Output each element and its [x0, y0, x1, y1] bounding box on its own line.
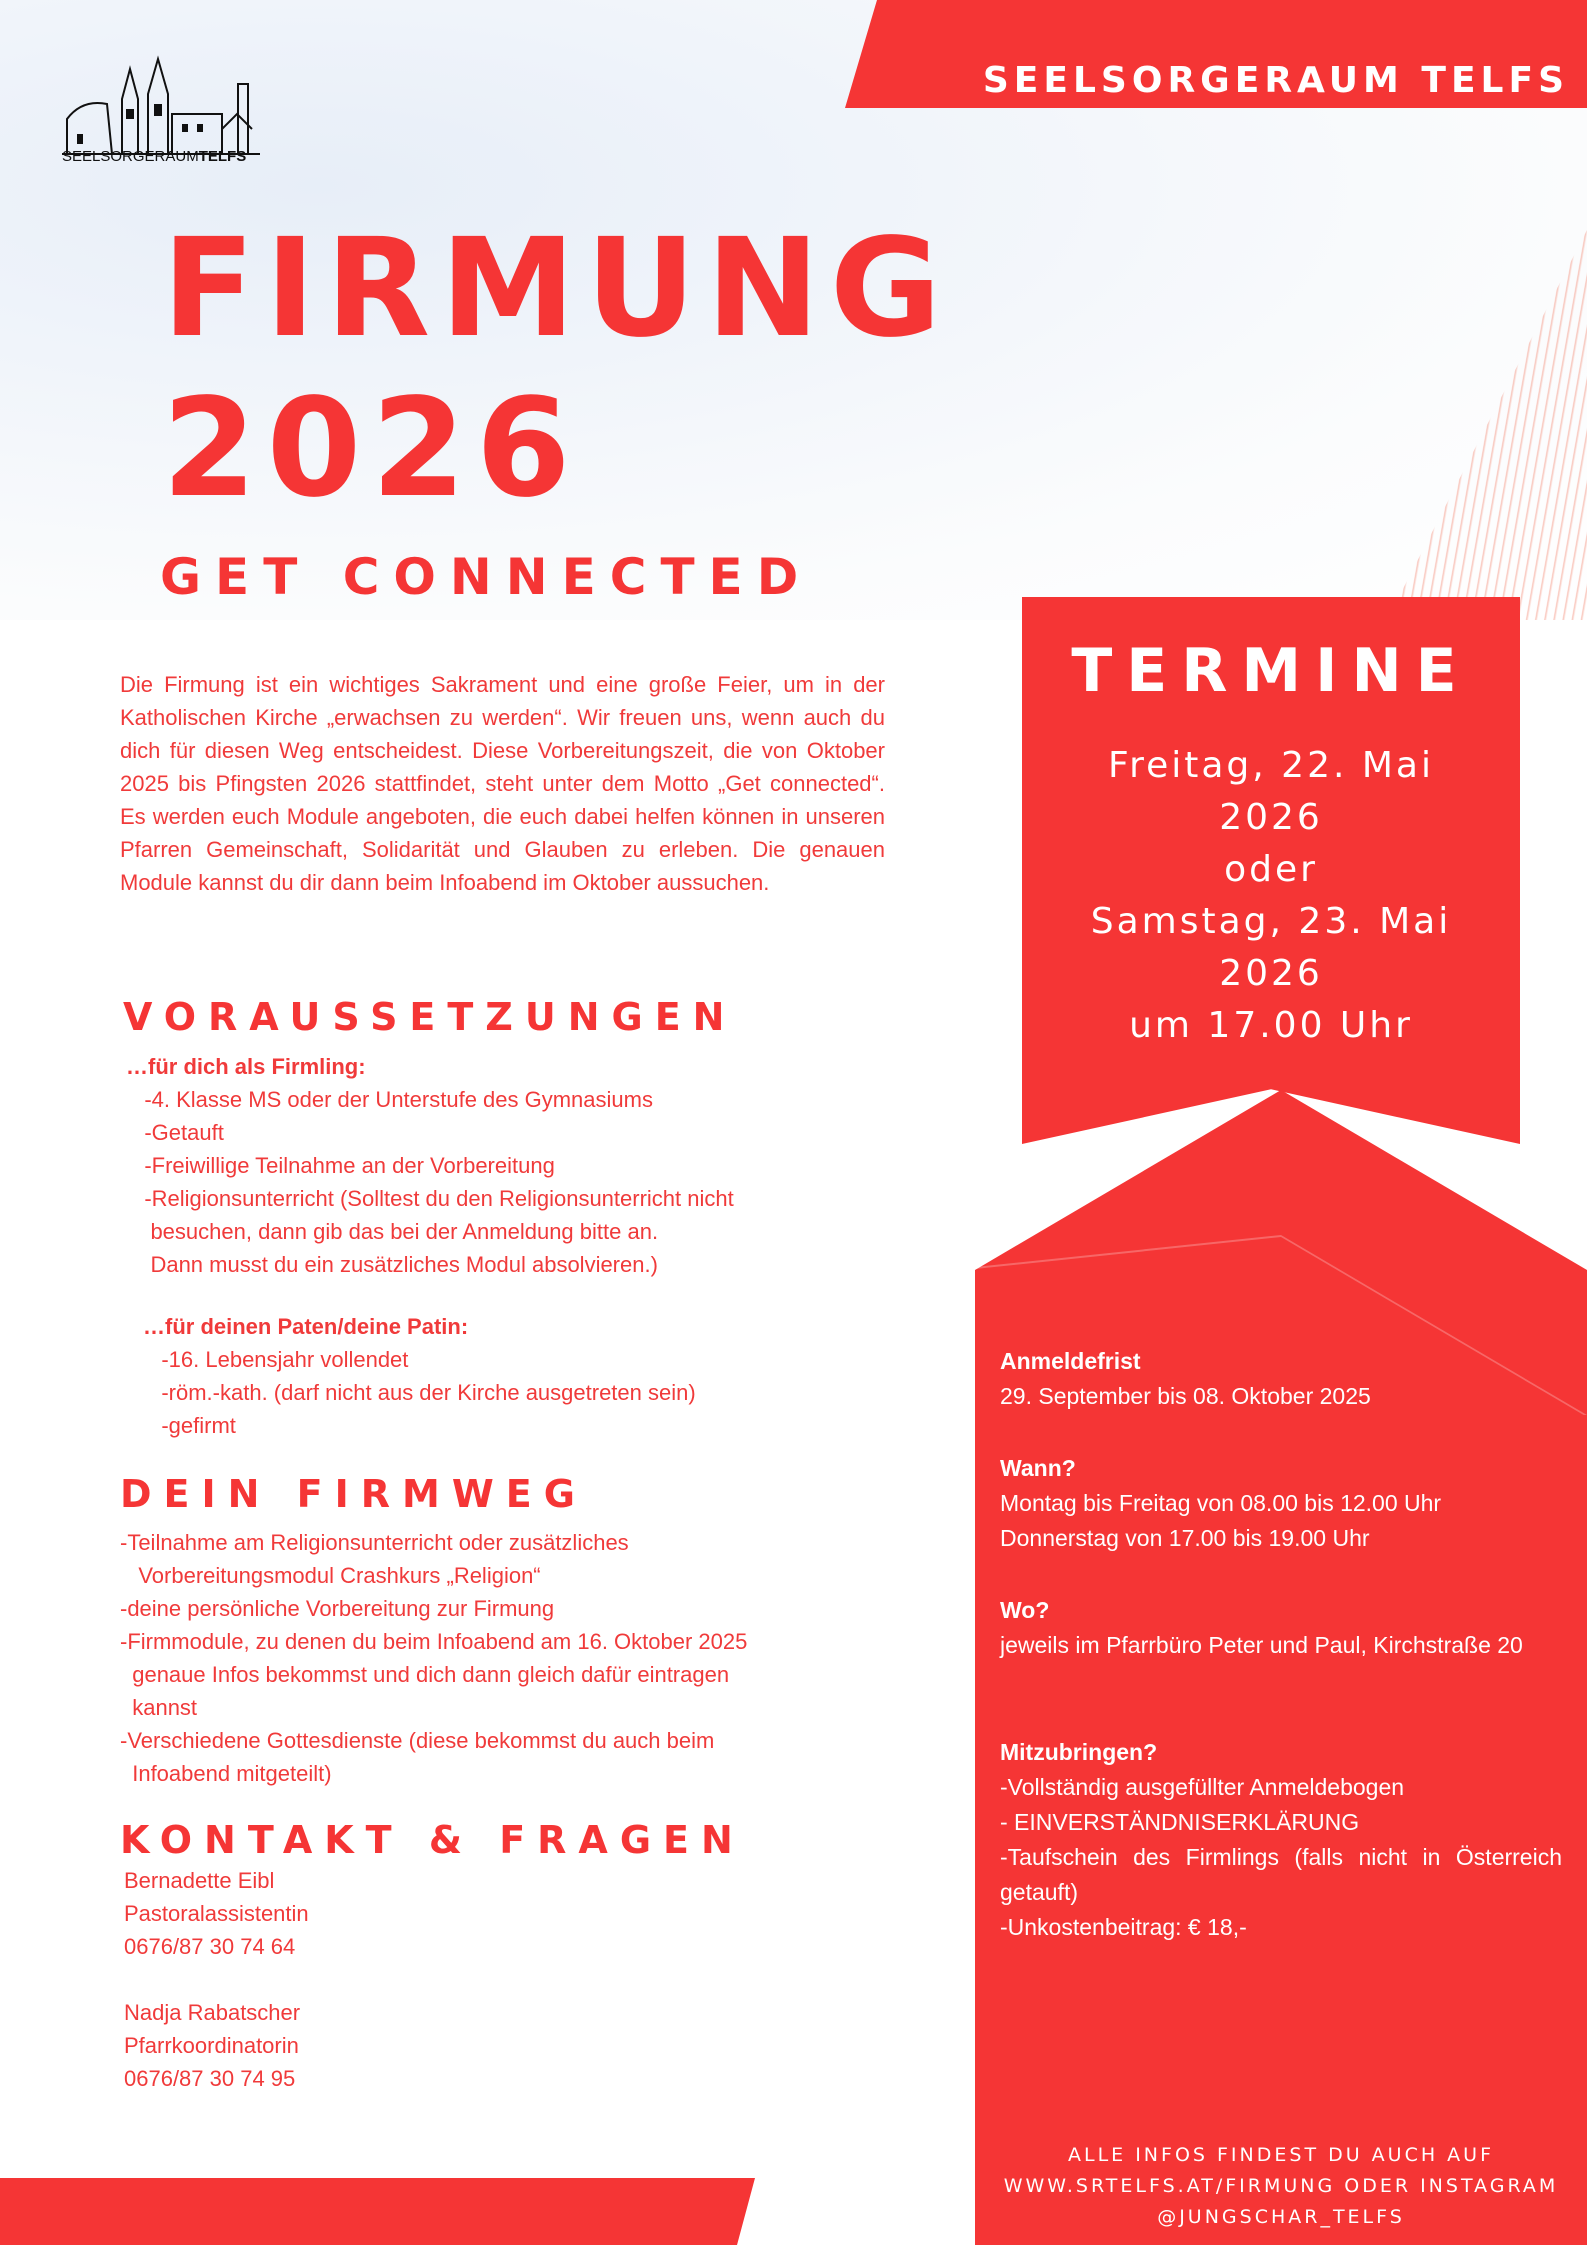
- pate-item: -16. Lebensjahr vollendet: [143, 1347, 409, 1372]
- voraussetzungen-heading: VORAUSSETZUNGEN: [123, 995, 737, 1039]
- firmweg-item: genaue Infos bekommst und dich dann gleich dafür eintragen: [120, 1662, 730, 1687]
- firmweg-list: [120, 1526, 747, 1790]
- contact-phone: 0676/87 30 74 64: [124, 1934, 296, 1959]
- termine-line: 2026: [1219, 953, 1323, 994]
- mitbringen-label: Mitzubringen?: [1000, 1739, 1158, 1765]
- termine-line: 2026: [1219, 797, 1323, 838]
- termine-line: um 17.00 Uhr: [1129, 1005, 1413, 1046]
- termine-heading: TERMINE: [1071, 636, 1471, 706]
- footer-line: ALLE INFOS FINDEST DU AUCH AUF: [1067, 2144, 1494, 2166]
- mitbringen-block: [1000, 1735, 1562, 1945]
- footer-instagram: @JUNGSCHAR_TELFS: [1157, 2206, 1405, 2228]
- wann-line: Montag bis Freitag von 08.00 bis 12.00 Uhr: [1000, 1490, 1442, 1516]
- termine-dates: [1022, 740, 1520, 1052]
- logo-text-b: TELFS: [198, 148, 247, 165]
- contact-person-1: [124, 1864, 309, 1963]
- footer-info: [975, 2140, 1587, 2233]
- firmweg-item: -Firmmodule, zu denen du beim Infoabend am 16. Oktober 2025: [120, 1629, 748, 1654]
- firmling-item: Dann musst du ein zusätzliches Modul absolvieren.): [126, 1252, 658, 1277]
- termine-line: oder: [1224, 849, 1318, 890]
- contact-role: Pastoralassistentin: [124, 1901, 309, 1926]
- footer-link: WWW.SRTELFS.AT/FIRMUNG ODER INSTAGRAM: [1003, 2175, 1559, 2197]
- logo-text: [62, 148, 246, 165]
- mitbringen-item: -Taufschein des Firmlings (falls nicht in Österreich getauft): [1000, 1844, 1562, 1905]
- contact-phone: 0676/87 30 74 95: [124, 2066, 296, 2091]
- banner-text: SEELSORGERAUM TELFS: [982, 60, 1569, 101]
- wann-block: [1000, 1451, 1562, 1556]
- firmweg-item: -Teilnahme am Religionsunterricht oder zusätzliches: [120, 1530, 629, 1555]
- kontakt-heading: KONTAKT & FRAGEN: [120, 1818, 745, 1862]
- subtitle: GET CONNECTED: [160, 548, 813, 606]
- firmweg-item: Vorbereitungsmodul Crashkurs „Religion“: [120, 1563, 541, 1588]
- anmeldung-box: [975, 1090, 1587, 2245]
- firmling-item: besuchen, dann gib das bei der Anmeldung bitte an.: [126, 1219, 659, 1244]
- wann-line: Donnerstag von 17.00 bis 19.00 Uhr: [1000, 1525, 1370, 1551]
- firmling-requirements: [126, 1050, 734, 1281]
- bottom-bar: [0, 2178, 755, 2245]
- title-firmung: FIRMUNG: [162, 210, 952, 368]
- firmweg-item: -deine persönliche Vorbereitung zur Firmung: [120, 1596, 555, 1621]
- anmeldefrist-label: Anmeldefrist: [1000, 1348, 1141, 1374]
- termine-line: Freitag, 22. Mai: [1108, 745, 1434, 786]
- mitbringen-item: -Unkostenbeitrag: € 18,-: [1000, 1914, 1247, 1940]
- title-year: 2026: [162, 370, 581, 528]
- firmweg-heading: DEIN FIRMWEG: [120, 1472, 587, 1516]
- pate-requirements: [143, 1310, 696, 1442]
- pate-item: -gefirmt: [143, 1413, 236, 1438]
- wo-value: jeweils im Pfarrbüro Peter und Paul, Kirchstraße 20: [1000, 1632, 1523, 1658]
- contact-role: Pfarrkoordinatorin: [124, 2033, 299, 2058]
- firmling-item: -Freiwillige Teilnahme an der Vorbereitung: [126, 1153, 555, 1178]
- wann-label: Wann?: [1000, 1455, 1076, 1481]
- termine-line: Samstag, 23. Mai: [1090, 901, 1452, 942]
- contact-person-2: [124, 1996, 300, 2095]
- firmling-item: -4. Klasse MS oder der Unterstufe des Gymnasiums: [126, 1087, 653, 1112]
- mitbringen-item: -Vollständig ausgefüllter Anmeldebogen: [1000, 1774, 1405, 1800]
- intro-paragraph: Die Firmung ist ein wichtiges Sakrament und eine große Feier, um in der Katholischen Kirche „erwachsen zu werden“. Wir freuen uns, wenn auch du dich für diesen Weg entscheidest. Diese Vorbereitungszeit, die von Oktober 2025 bis Pfingsten 2026 stattfindet, steht unter dem Motto „Get connected“. Es werden euch Module angeboten, die euch dabei helfen können in unseren Pfarren Gemeinschaft, Solidarität und Glauben zu erleben. Die genauen Module kannst du dir dann beim Infoabend im Oktober aussuchen.: [120, 672, 885, 895]
- logo-text-a: SEELSORGERAUM: [62, 148, 199, 165]
- contact-name: Nadja Rabatscher: [124, 2000, 301, 2025]
- firmweg-item: Infoabend mitgeteilt): [120, 1761, 332, 1786]
- firmweg-item: -Verschiedene Gottesdienste (diese bekommst du auch beim: [120, 1728, 715, 1753]
- mitbringen-item: - EINVERSTÄNDNISERKLÄRUNG: [1000, 1809, 1360, 1835]
- firmling-item: -Getauft: [126, 1120, 224, 1145]
- pate-heading: …für deinen Paten/deine Patin:: [143, 1314, 469, 1339]
- firmling-heading: …für dich als Firmling:: [126, 1054, 366, 1079]
- wo-label: Wo?: [1000, 1597, 1050, 1623]
- contact-name: Bernadette Eibl: [124, 1868, 275, 1893]
- wo-block: [1000, 1593, 1562, 1663]
- anmeldefrist-value: 29. September bis 08. Oktober 2025: [1000, 1383, 1371, 1409]
- firmweg-item: kannst: [120, 1695, 198, 1720]
- firmling-item: -Religionsunterricht (Solltest du den Religionsunterricht nicht: [126, 1186, 734, 1211]
- anmeldefrist-block: [1000, 1344, 1562, 1414]
- pate-item: -röm.-kath. (darf nicht aus der Kirche ausgetreten sein): [143, 1380, 696, 1405]
